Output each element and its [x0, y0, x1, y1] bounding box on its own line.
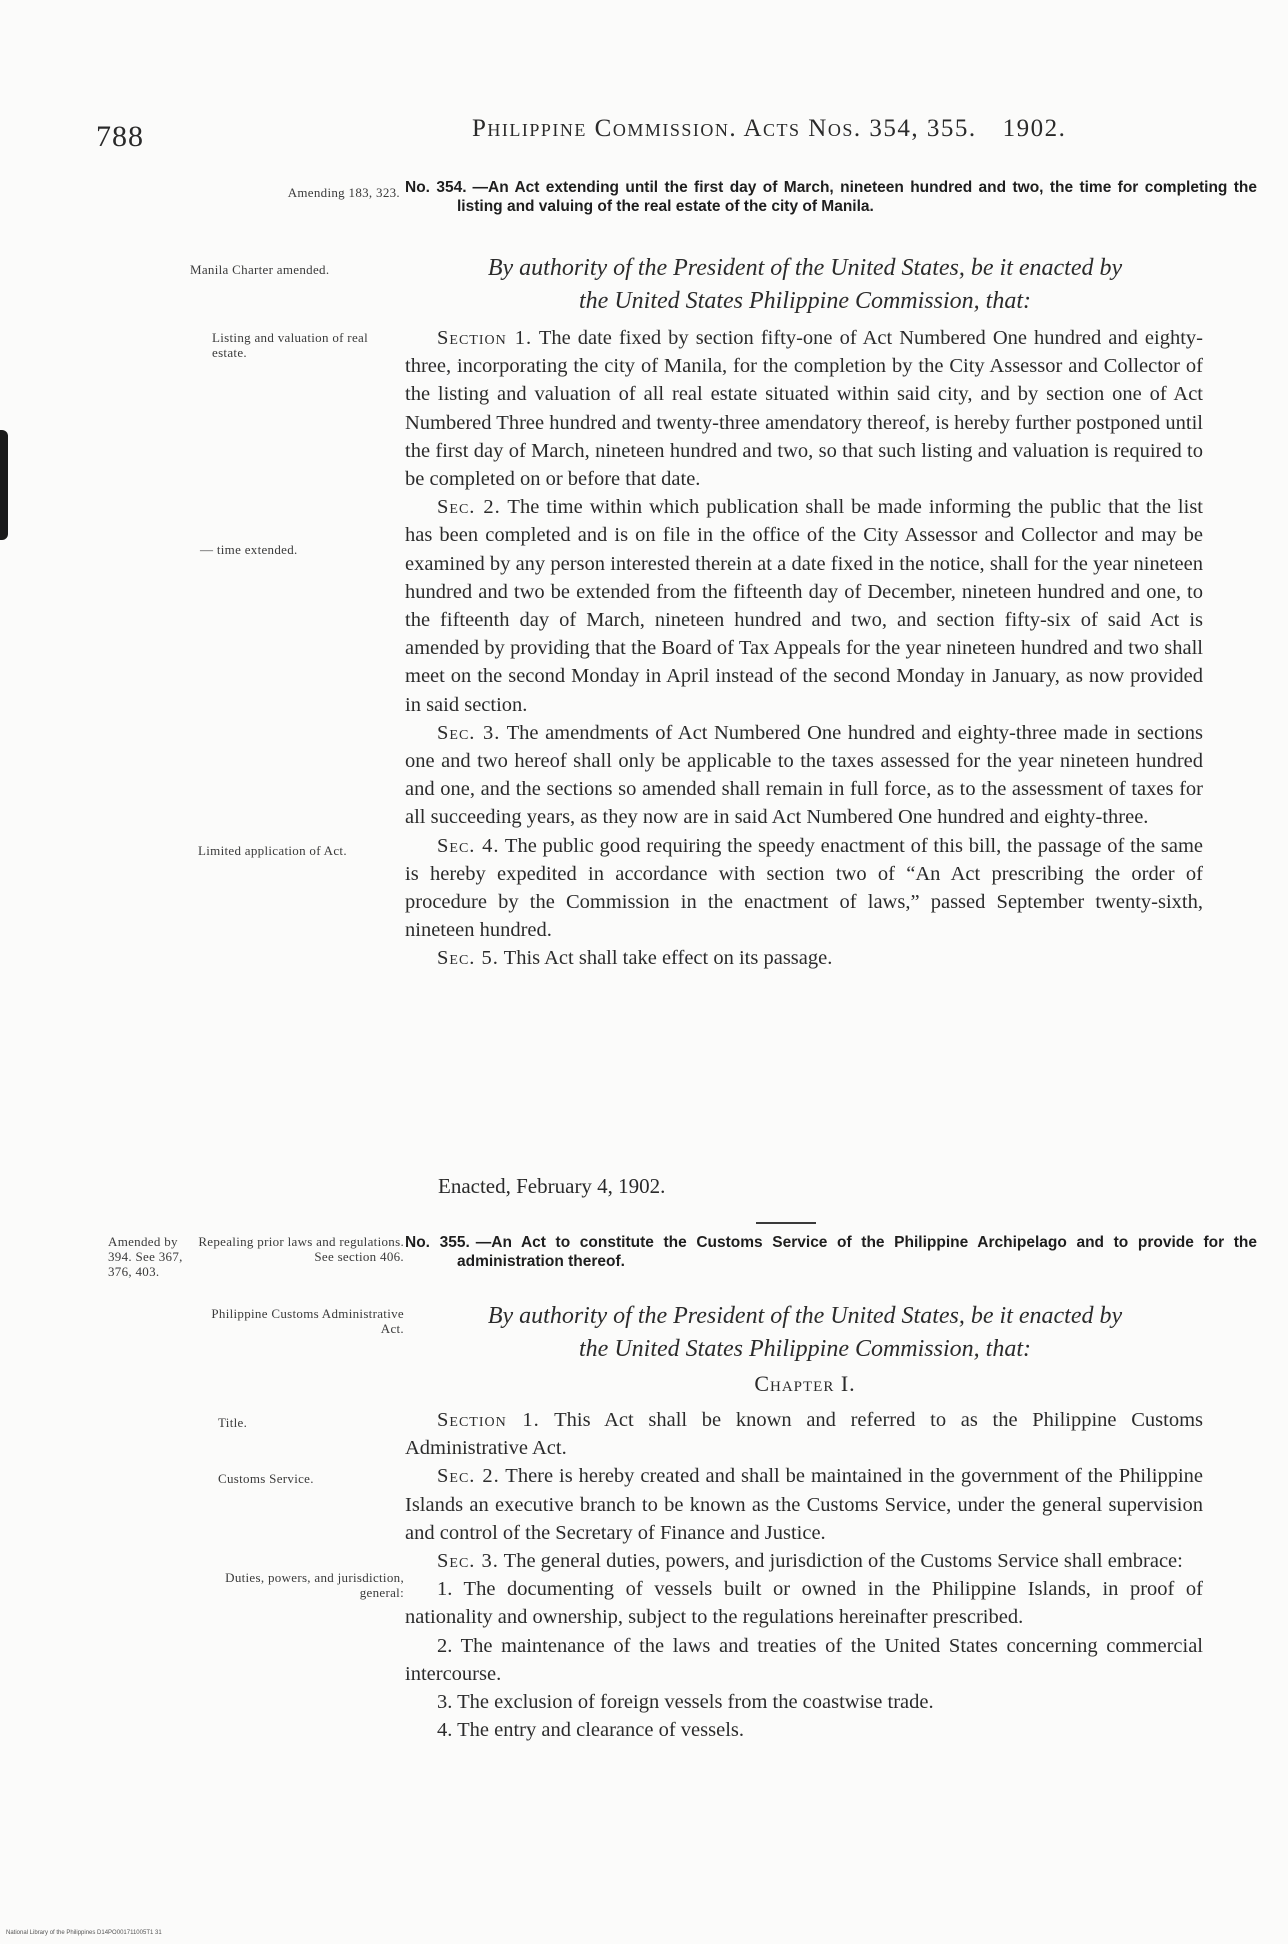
section-paragraph	[405, 944, 1203, 972]
section-label: Sec. 2.	[437, 1465, 500, 1488]
act-355-title: —An Act to constitute the Customs Service of the Philippine Archipelago and to provide for the administration thereof.	[457, 1234, 1257, 1270]
section-text: This Act shall take effect on its passage.	[498, 947, 833, 970]
section-label: Section 1.	[437, 327, 533, 349]
margin-note-duties: Duties, powers, and jurisdiction, general:	[225, 1570, 404, 1600]
section-text: The general duties, powers, and jurisdiction of the Customs Service shall embrace:	[498, 1550, 1183, 1573]
margin-note-amending: Amending 183, 323.	[287, 185, 400, 200]
section-text: This Act shall be known and referred to as the Philippine Customs Administrative Act.	[405, 1409, 1203, 1460]
section-paragraph	[405, 832, 1203, 945]
act-355-number: No. 355.	[405, 1234, 470, 1251]
list-item: 3. The exclusion of foreign vessels from the coastwise trade.	[437, 1691, 934, 1714]
list-item: 1. The documenting of vessels built or owned in the Philippine Islands, in proof of nationality and ownership, subject to the regulations hereinafter prescribed.	[405, 1578, 1203, 1629]
act-355-body	[405, 1406, 1203, 1744]
section-label: Sec. 3.	[437, 721, 501, 744]
scan-footer: National Library of the Philippines D14PO001711005T1 31	[6, 1930, 162, 1936]
act-divider	[756, 1222, 816, 1224]
enacting-line-1: By authority of the President of the United States, be it enacted by	[487, 255, 1123, 281]
act-355-heading	[405, 1233, 1257, 1271]
margin-note-customs-service: Customs Service.	[218, 1471, 314, 1486]
section-label: Section 1.	[437, 1409, 540, 1431]
act-354-number: No. 354.	[405, 179, 467, 196]
margin-note-customs-act: Philippine Customs Administrative Act.	[211, 1306, 404, 1336]
act-354-enacted-date: Enacted, February 4, 1902.	[438, 1174, 666, 1198]
margin-note-title: Title.	[218, 1415, 248, 1430]
margin-note-listing: Listing and valuation of real estate.	[212, 330, 368, 360]
running-head	[472, 115, 1066, 143]
margin-note-repealing: Repealing prior laws and regulations. See section 406.	[198, 1234, 404, 1264]
margin-note-limited: Limited application of Act.	[198, 843, 347, 858]
act-354-title: —An Act extending until the first day of March, nineteen hundred and two, the time for completing the listing and valuing of the real estate of the city of Manila.	[457, 179, 1257, 215]
act-355-enacting-clause	[405, 1300, 1205, 1366]
section-paragraph	[405, 719, 1203, 832]
section-paragraph	[405, 1406, 1203, 1462]
section-text: The amendments of Act Numbered One hundred and eighty-three made in sections one and two hereof shall only be applicable to the taxes assessed for the year nineteen hundred and one, and the sections so amended shall remain in full force, as to the assessment of taxes for all succeeding years, as they now are in said Act Numbered One hundred and eighty-three.	[405, 721, 1204, 829]
section-label: Sec. 5.	[437, 947, 499, 970]
running-head-title: Philippine Commission. Acts Nos. 354, 355.	[472, 115, 977, 142]
section-text: The time within which publication shall be made informing the public that the list has been completed and is on file in the office of the City Assessor and Collector and may be examined by any person interested therein at a date fixed in the notice, shall for the year nineteen hundred and two be extended from the fifteenth day of December, nineteen hundred and one, to the fifteenth day of March, nineteen hundred and two, and section fifty-six of said Act is amended by providing that the Board of Tax Appeals for the year nineteen hundred and two shall meet on the second Monday in April instead of the second Monday in January, as now provided in said section.	[405, 496, 1203, 716]
enacting-line-1: By authority of the President of the United States, be it enacted by	[487, 1303, 1123, 1329]
list-item: 4. The entry and clearance of vessels.	[437, 1719, 744, 1742]
section-paragraph	[405, 324, 1203, 493]
act-354-body	[405, 324, 1203, 973]
margin-note-manila-charter: Manila Charter amended.	[190, 262, 330, 277]
act-354-enacting-clause	[405, 252, 1205, 318]
section-text: There is hereby created and shall be maintained in the government of the Philippine Islands an executive branch to be known as the Customs Service, under the general supervision and control of the Secretary of Finance and Justice.	[405, 1465, 1203, 1544]
section-label: Sec. 4.	[437, 834, 500, 857]
section-paragraph	[405, 493, 1203, 719]
section-text: The date fixed by section fifty-one of Act Numbered One hundred and eighty-three, incorporating the city of Manila, for the completion by the City Assessor and Collector of the listing and valuation of all real estate situated within said city, and by section one of Act Numbered Three hundred and twenty-three amendatory thereof, is hereby further postponed until the first day of March, nineteen hundred and two, so that such listing and valuation is required to be completed on or before that date.	[405, 327, 1203, 491]
enacting-line-2: the United States Philippine Commission, that:	[579, 1336, 1031, 1362]
act-354-heading	[405, 178, 1257, 216]
enacting-line-2: the United States Philippine Commission, that:	[579, 288, 1031, 314]
section-label: Sec. 2.	[437, 496, 501, 519]
section-paragraph	[405, 1462, 1203, 1547]
section-paragraph	[405, 1547, 1203, 1575]
page-number: 788	[96, 120, 144, 153]
section-label: Sec. 3.	[437, 1550, 499, 1573]
list-item: 2. The maintenance of the laws and treaties of the United States concerning commercial intercourse.	[405, 1634, 1203, 1685]
scan-edge-mark	[0, 430, 8, 540]
section-text: The public good requiring the speedy enactment of this bill, the passage of the same is hereby expedited in accordance with section two of “An Act prescribing the order of procedure by the Commission in the enactment of laws,” passed September twenty-sixth, nineteen hundred.	[405, 834, 1203, 942]
chapter-heading: Chapter I.	[754, 1371, 856, 1396]
margin-note-amended: Amended by 394. See 367, 376, 403.	[108, 1234, 183, 1279]
running-head-year: 1902.	[1002, 115, 1067, 142]
margin-note-time-extended: — time extended.	[200, 542, 298, 557]
